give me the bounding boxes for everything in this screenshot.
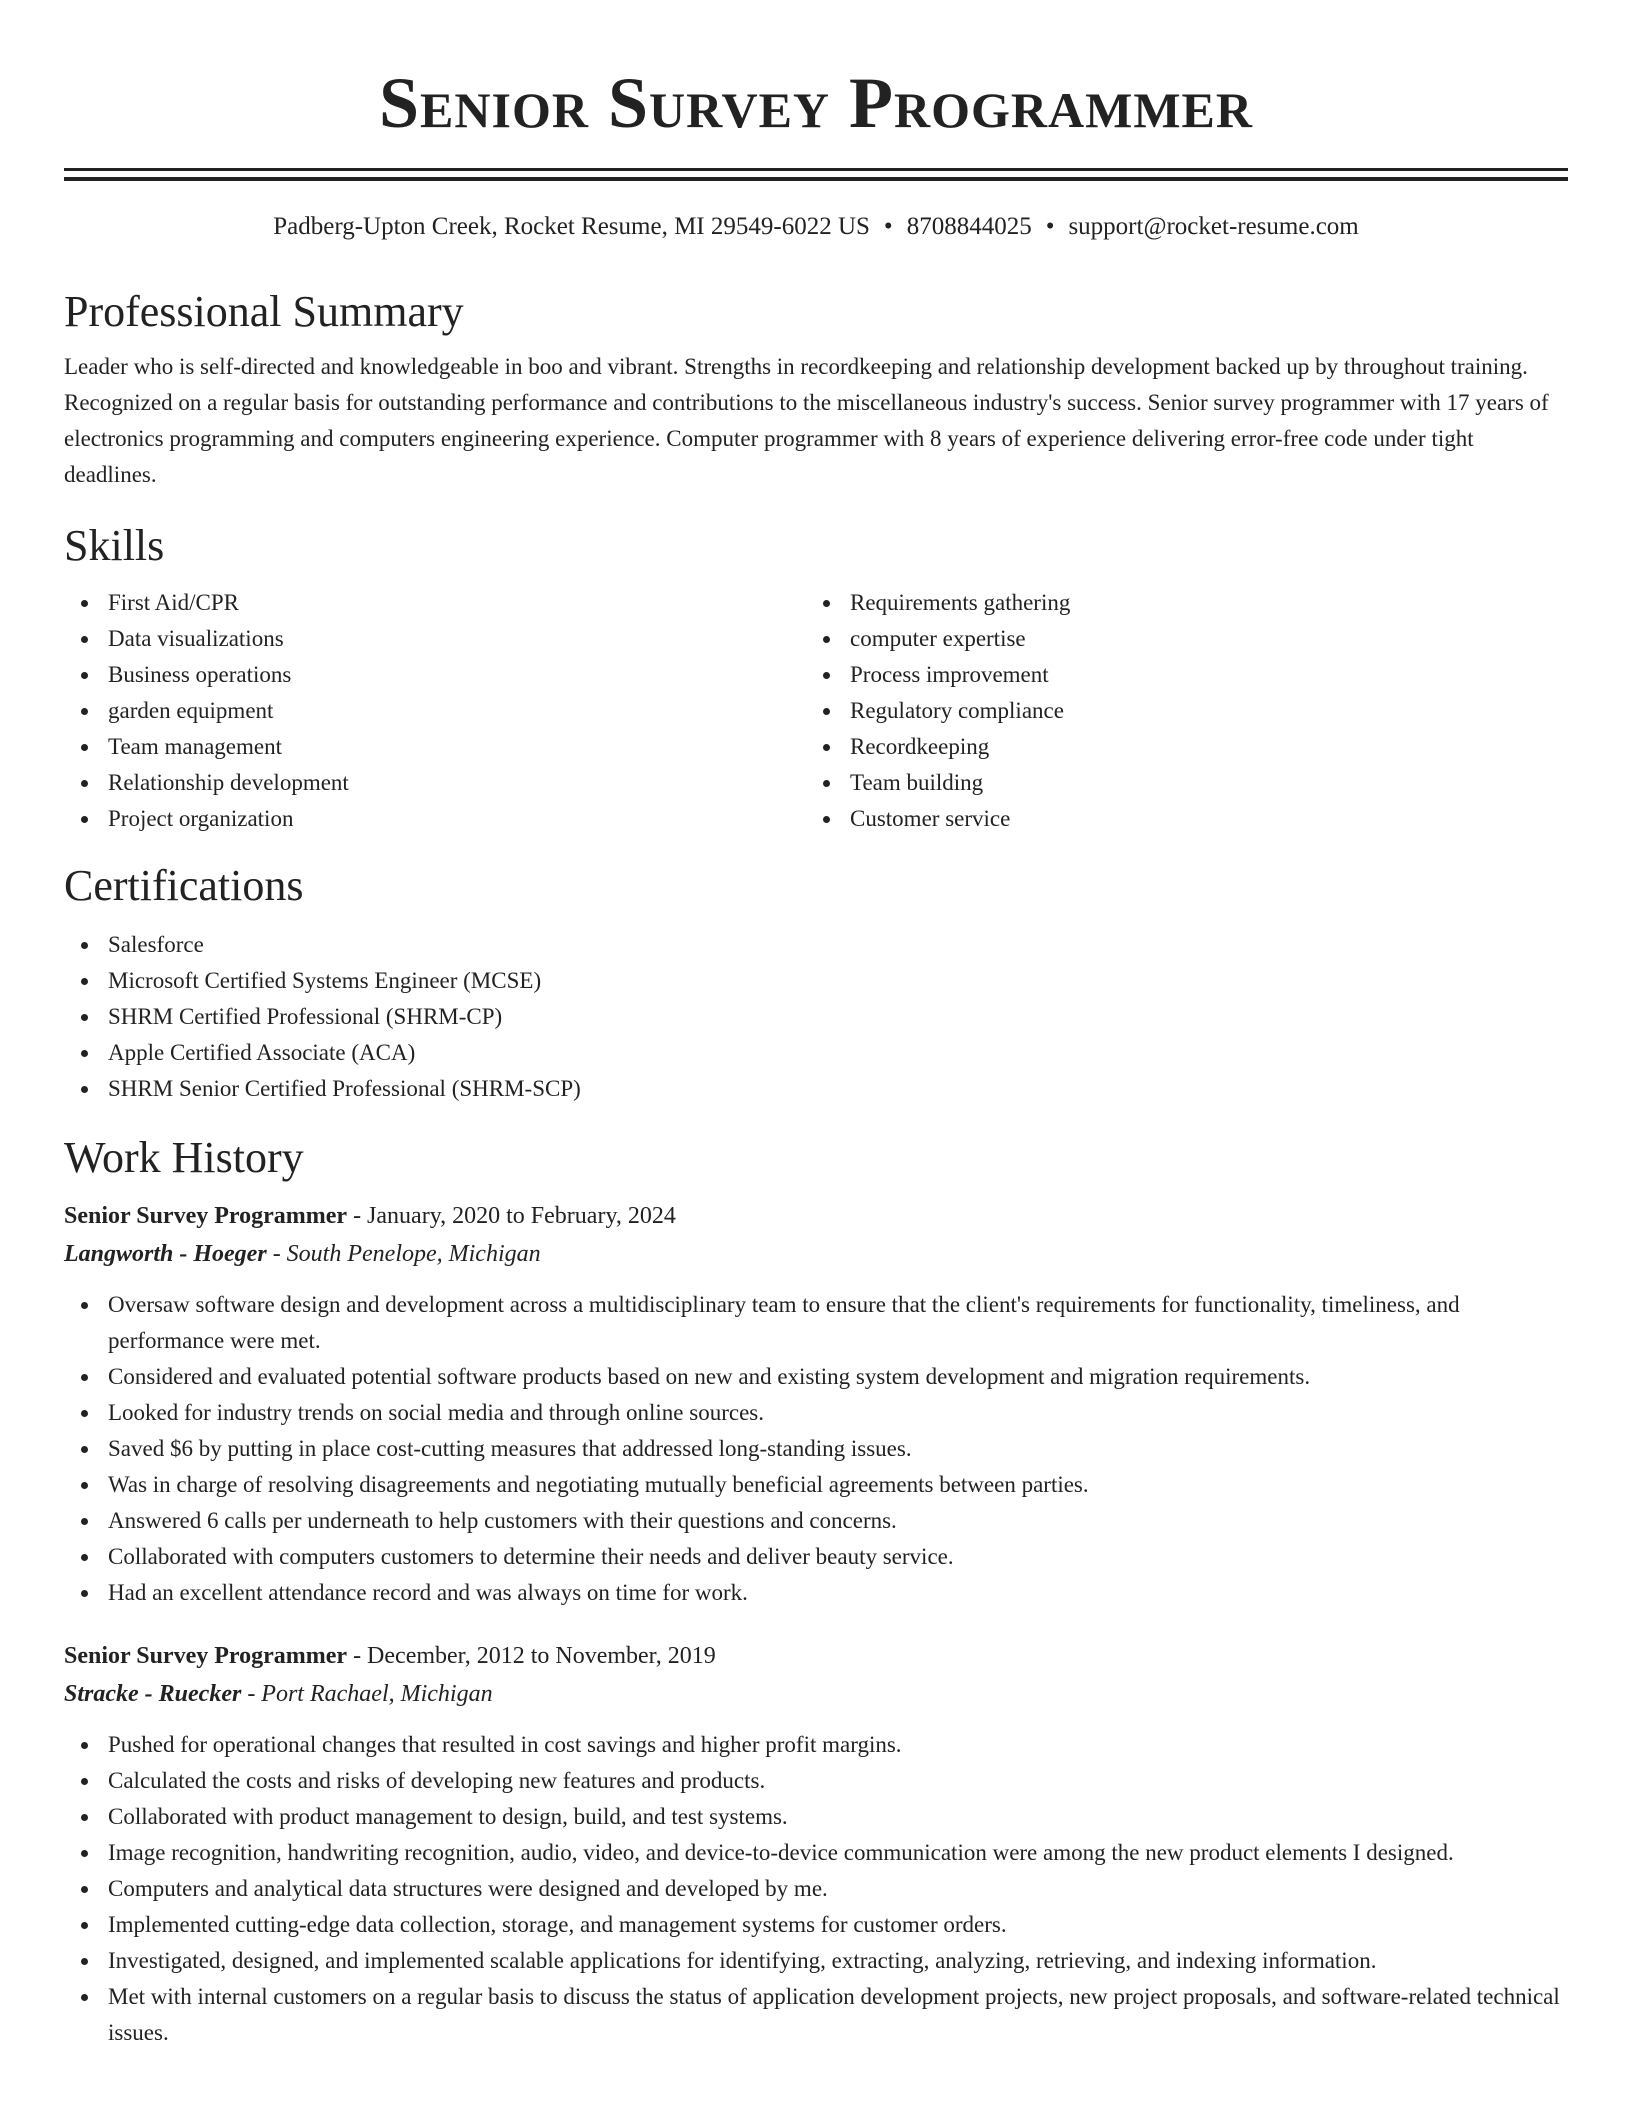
job-title: Senior Survey Programmer — [64, 1643, 348, 1669]
certification-item: SHRM Senior Certified Professional (SHRM-SCP) — [64, 1071, 1568, 1107]
skill-item: Requirements gathering — [806, 585, 1548, 621]
job-duty: Collaborated with product management to design, build, and test systems. — [64, 1799, 1568, 1835]
skill-item: garden equipment — [64, 693, 806, 729]
section-heading-summary: Professional Summary — [64, 287, 464, 336]
job-title: Senior Survey Programmer — [64, 1203, 348, 1229]
employer-name: Langworth - Hoeger — [64, 1241, 267, 1267]
contact-address: Padberg-Upton Creek, Rocket Resume, MI 29549-6022 US — [273, 213, 870, 240]
employer-name: Stracke - Ruecker — [64, 1681, 242, 1707]
certifications-list — [64, 927, 1568, 1107]
job-duty: Was in charge of resolving disagreements and negotiating mutually beneficial agreements between parties. — [64, 1467, 1568, 1503]
job-duty: Considered and evaluated potential software products based on new and existing system development and migration requirements. — [64, 1359, 1568, 1395]
skill-item: computer expertise — [806, 621, 1548, 657]
job-dates: - January, 2020 to February, 2024 — [347, 1203, 676, 1229]
section-heading-certifications: Certifications — [64, 861, 304, 910]
skills-section — [64, 521, 1568, 837]
skills-list-left — [64, 585, 806, 837]
contact-separator: • — [883, 213, 893, 240]
certification-item: Microsoft Certified Systems Engineer (MCSE) — [64, 963, 1568, 999]
contact-separator: • — [1045, 213, 1055, 240]
skill-item: Relationship development — [64, 765, 806, 801]
job-duty: Image recognition, handwriting recognition, audio, video, and device-to-device communication were among the new product elements I designed. — [64, 1835, 1568, 1871]
title-divider-bottom — [64, 177, 1568, 181]
skills-columns — [64, 585, 1568, 837]
certification-item: SHRM Certified Professional (SHRM-CP) — [64, 999, 1568, 1035]
work-history-section — [64, 1133, 1568, 2051]
skill-item: Recordkeeping — [806, 729, 1548, 765]
job-duty: Calculated the costs and risks of developing new features and products. — [64, 1763, 1568, 1799]
job-title-line — [64, 1637, 1568, 1675]
job-duty: Implemented cutting-edge data collection, storage, and management systems for customer orders. — [64, 1907, 1568, 1943]
skill-item: Customer service — [806, 801, 1548, 837]
job-duty: Computers and analytical data structures were designed and developed by me. — [64, 1871, 1568, 1907]
job-duty: Investigated, designed, and implemented scalable applications for identifying, extracting, analyzing, retrieving, and indexing information. — [64, 1943, 1568, 1979]
job-entry — [64, 1197, 1568, 1611]
skill-item: First Aid/CPR — [64, 585, 806, 621]
job-duty: Collaborated with computers customers to determine their needs and deliver beauty service. — [64, 1539, 1568, 1575]
certification-item: Salesforce — [64, 927, 1568, 963]
job-duty: Had an excellent attendance record and was always on time for work. — [64, 1575, 1568, 1611]
job-duty: Answered 6 calls per underneath to help customers with their questions and concerns. — [64, 1503, 1568, 1539]
skills-list-right — [806, 585, 1548, 837]
employer-location: - South Penelope, Michigan — [266, 1241, 541, 1267]
section-heading-skills: Skills — [64, 521, 165, 570]
skill-item: Team building — [806, 765, 1548, 801]
resume-page — [64, 0, 1568, 2051]
skill-item: Business operations — [64, 657, 806, 693]
employer-location: - Port Rachael, Michigan — [241, 1681, 493, 1707]
skill-item: Project organization — [64, 801, 806, 837]
section-heading-work-history: Work History — [64, 1133, 304, 1182]
job-dates: - December, 2012 to November, 2019 — [347, 1643, 716, 1669]
certification-item: Apple Certified Associate (ACA) — [64, 1035, 1568, 1071]
job-duties-list — [64, 1727, 1568, 2051]
resume-title: Senior Survey Programmer — [379, 63, 1253, 143]
skill-item: Data visualizations — [64, 621, 806, 657]
employer-line — [64, 1675, 1568, 1713]
skill-item: Regulatory compliance — [806, 693, 1548, 729]
contact-email[interactable]: support@rocket-resume.com — [1068, 213, 1359, 240]
job-duties-list — [64, 1287, 1568, 1611]
professional-summary-section — [64, 287, 1568, 493]
skill-item: Process improvement — [806, 657, 1548, 693]
job-duty: Looked for industry trends on social media and through online sources. — [64, 1395, 1568, 1431]
job-duty: Met with internal customers on a regular basis to discuss the status of application development projects, new project proposals, and software-related technical issues. — [64, 1979, 1568, 2051]
title-divider-top — [64, 168, 1568, 171]
skill-item: Team management — [64, 729, 806, 765]
employer-line — [64, 1235, 1568, 1273]
contact-line — [64, 211, 1568, 243]
certifications-section — [64, 861, 1568, 1107]
job-entry — [64, 1637, 1568, 2051]
contact-phone: 8708844025 — [906, 213, 1032, 240]
job-duty: Saved $6 by putting in place cost-cutting measures that addressed long-standing issues. — [64, 1431, 1568, 1467]
job-title-line — [64, 1197, 1568, 1235]
job-duty: Pushed for operational changes that resulted in cost savings and higher profit margins. — [64, 1727, 1568, 1763]
job-duty: Oversaw software design and development across a multidisciplinary team to ensure that the client's requirements for functionality, timeliness, and performance were met. — [64, 1287, 1568, 1359]
summary-text: Leader who is self-directed and knowledgeable in boo and vibrant. Strengths in recordkeeping and relationship development backed up by throughout training. Recognized on a regular basis for outstanding performance and contributions to the miscellaneous industry's success. Senior survey programmer with 17 years of electronics programming and computers engineering experience. Computer programmer with 8 years of experience delivering error-free code under tight deadlines. — [64, 354, 1549, 487]
